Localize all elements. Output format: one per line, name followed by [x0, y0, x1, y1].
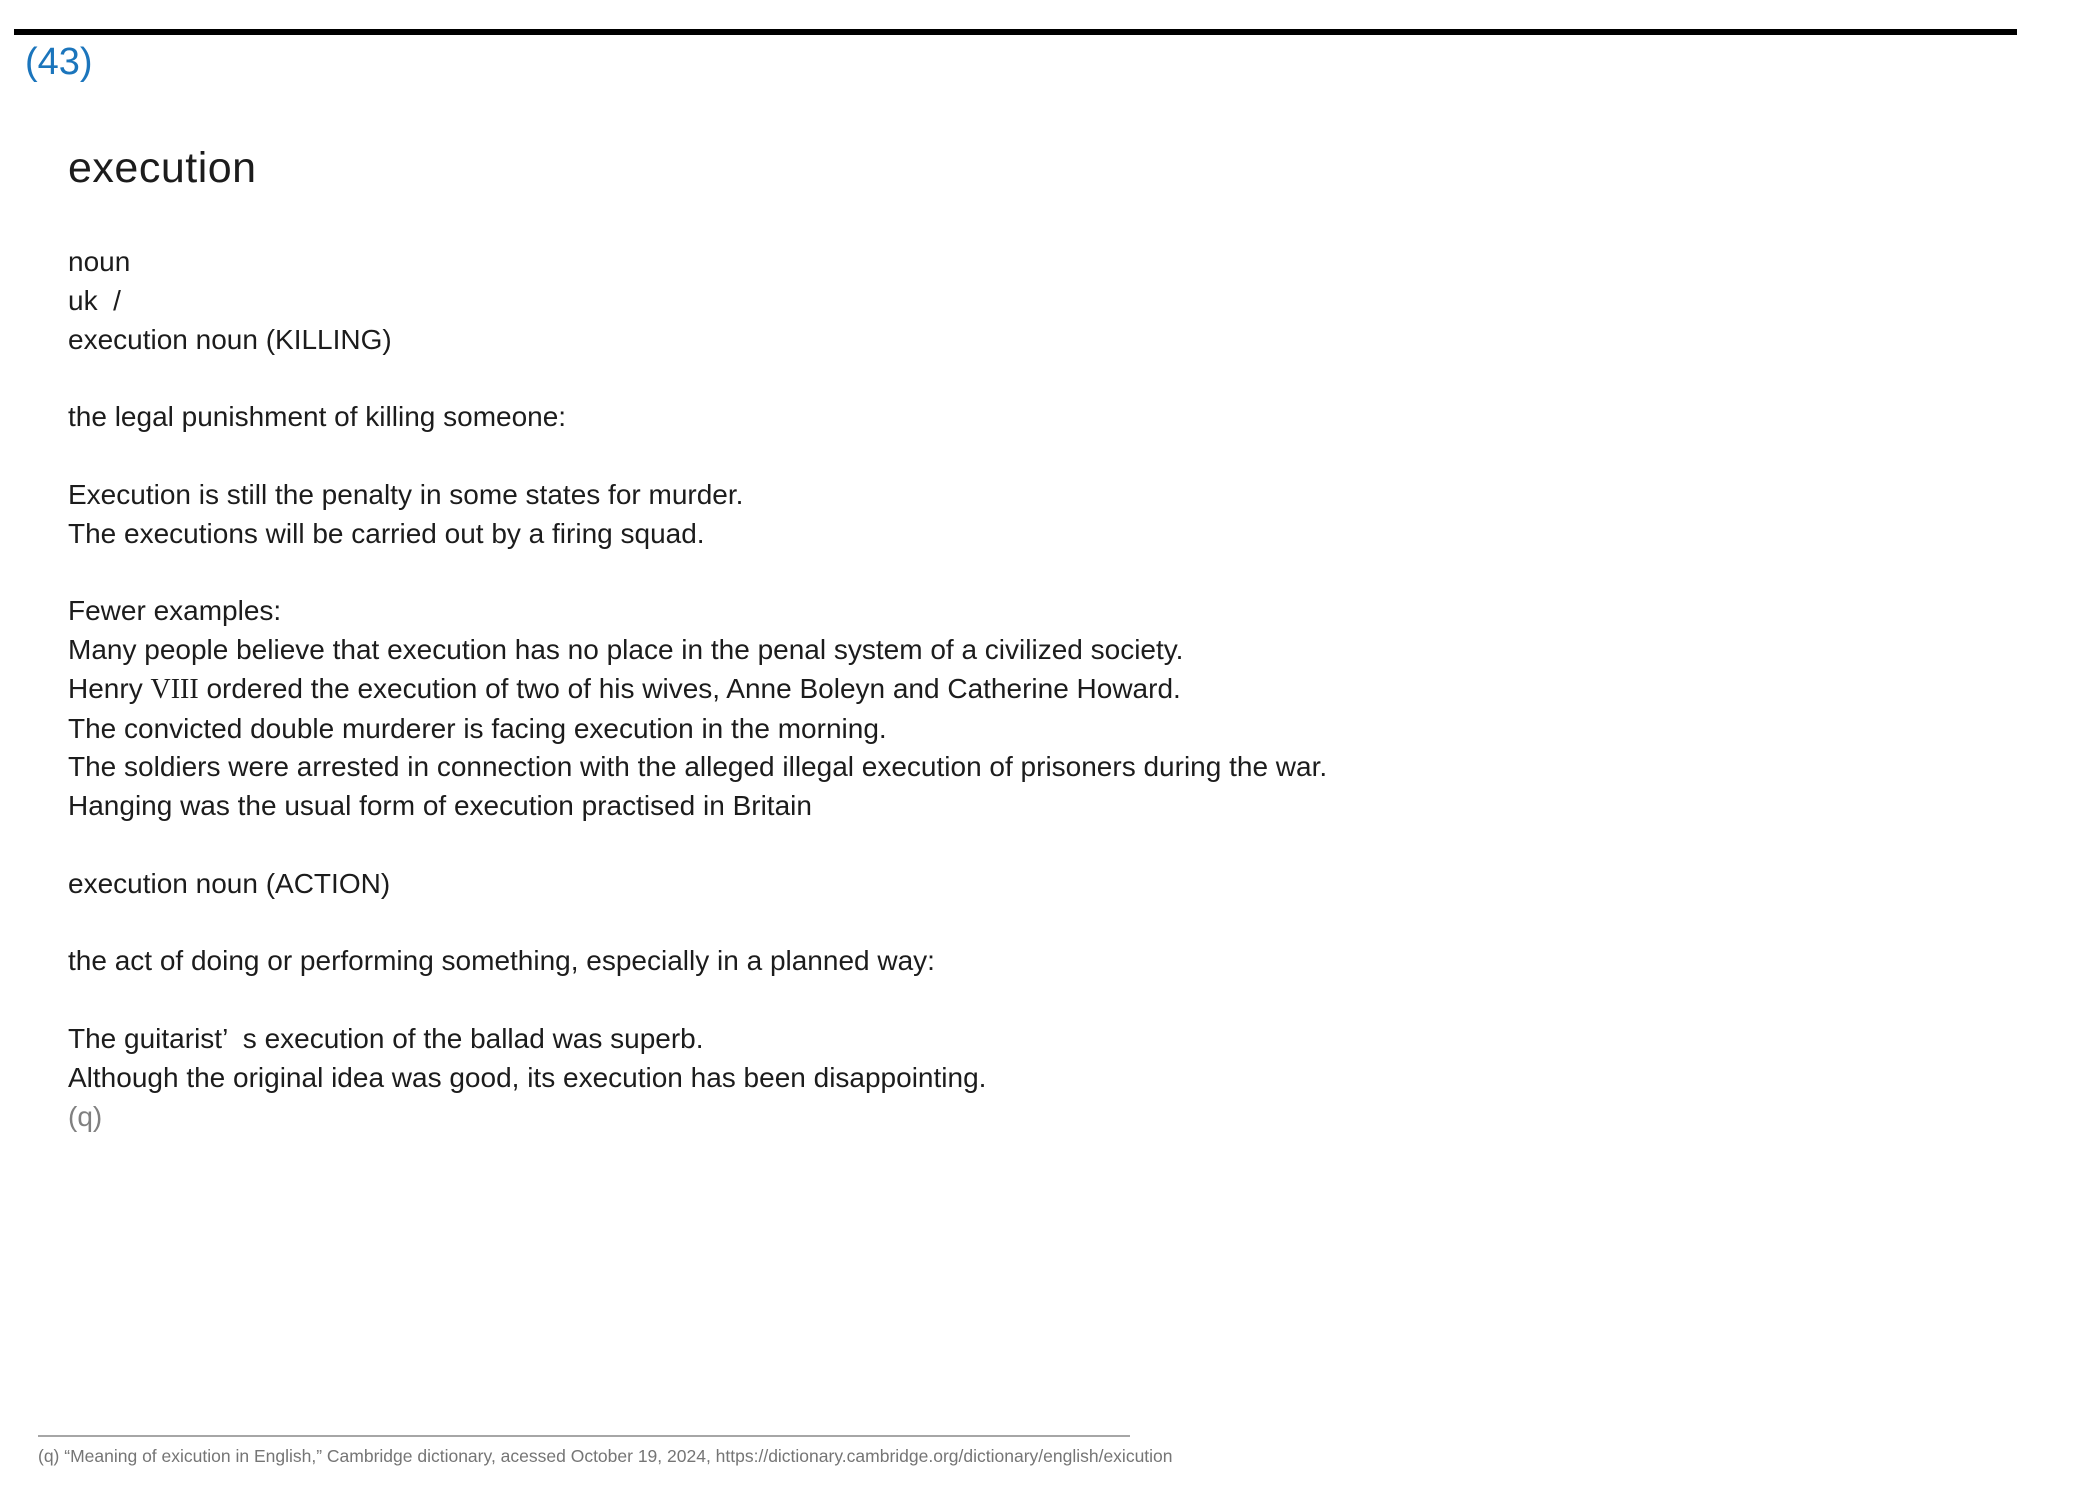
citation-marker: (q) — [68, 1100, 103, 1132]
sense1-example: The executions will be carried out by a firing squad. — [68, 517, 705, 549]
sense1-example: Execution is still the penalty in some states for murder. — [68, 478, 744, 510]
footnote-citation: (q) “Meaning of exicution in English,” Cambridge dictionary, acessed October 19, 2024, https://dictionary.cambridge.org/dictionary/english/exicution — [38, 1446, 1173, 1466]
fewer-example: Henry VIII ordered the execution of two of his wives, Anne Boleyn and Catherine Howard. — [68, 672, 1181, 705]
sense1-definition: the legal punishment of killing someone: — [68, 401, 567, 433]
dictionary-entry — [68, 142, 1668, 1136]
fewer-example: Hanging was the usual form of execution practised in Britain — [68, 790, 812, 822]
top-rule — [14, 29, 2017, 35]
fewer-example: The soldiers were arrested in connection with the alleged illegal execution of prisoners during the war. — [68, 751, 1328, 783]
fewer-example: The convicted double murderer is facing execution in the morning. — [68, 712, 887, 744]
footer-rule — [38, 1435, 1130, 1437]
sense2-example: The guitarist’ s execution of the ballad was superb. — [68, 1022, 704, 1054]
part-of-speech: noun — [68, 246, 131, 277]
sense2-definition: the act of doing or performing something, especially in a planned way: — [68, 945, 935, 977]
fewer-examples-label: Fewer examples: — [68, 595, 282, 627]
sense1-label: execution noun (KILLING) — [68, 323, 392, 355]
sense2-example: Although the original idea was good, its execution has been disappointing. — [68, 1061, 987, 1093]
fewer-example: Many people believe that execution has no place in the penal system of a civilized society. — [68, 633, 1184, 665]
headword: execution — [68, 144, 257, 192]
pronunciation-line: uk / — [68, 284, 121, 316]
slide-number: (43) — [25, 41, 93, 83]
sense2-label: execution noun (ACTION) — [68, 867, 391, 899]
